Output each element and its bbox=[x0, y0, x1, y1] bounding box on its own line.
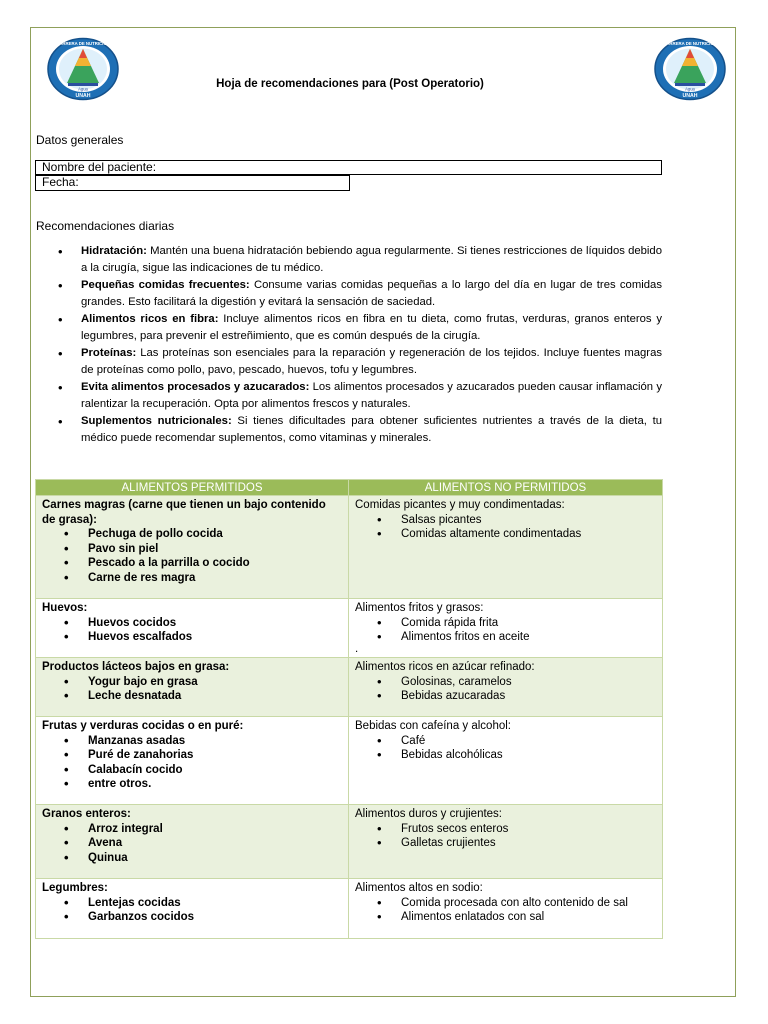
document-title: Hoja de recomendaciones para (Post Operatorio) bbox=[216, 78, 484, 90]
list-item: • Quinua bbox=[42, 851, 342, 866]
food-list bbox=[355, 675, 656, 704]
not-allowed-foods-header: ALIMENTOS NO PERMITIDOS bbox=[349, 480, 663, 496]
list-item: • Leche desnatada bbox=[42, 689, 342, 704]
list-item: • Comida procesada con alto contenido de sal bbox=[355, 896, 656, 911]
allowed-cell bbox=[36, 805, 349, 879]
rec-title: Hidratación: bbox=[81, 245, 147, 257]
svg-text:Agua: Agua bbox=[685, 86, 695, 92]
category-title: Bebidas con cafeína y alcohol: bbox=[355, 720, 511, 732]
table-header-row bbox=[36, 480, 663, 496]
category-title: Alimentos altos en sodio: bbox=[355, 882, 483, 894]
table-row bbox=[36, 717, 663, 805]
food-list bbox=[42, 734, 342, 792]
allowed-foods-header: ALIMENTOS PERMITIDOS bbox=[36, 480, 349, 496]
not-allowed-cell bbox=[349, 658, 663, 717]
list-item: • Manzanas asadas bbox=[42, 734, 342, 749]
stray-period: . bbox=[355, 642, 359, 655]
table-row bbox=[36, 599, 663, 658]
not-allowed-cell bbox=[349, 879, 663, 939]
list-item: • Café bbox=[355, 734, 656, 749]
list-item: • Garbanzos cocidos bbox=[42, 910, 342, 925]
date-label: Fecha: bbox=[42, 175, 79, 189]
rec-text: Incluye alimentos ricos en fibra en tu dieta, como frutas, verduras, granos enteros y legumbres, para prevenir el estreñimiento, que es común después de la cirugía. bbox=[81, 313, 663, 342]
list-item: • Frutos secos enteros bbox=[355, 822, 656, 837]
rec-text: Los alimentos procesados y azucarados pueden causar inflamación y ralentizar la recuperación. Opta por alimentos frescos y naturales. bbox=[81, 381, 662, 410]
list-item bbox=[36, 311, 662, 345]
rec-text: Consume varias comidas pequeñas a lo largo del día en lugar de tres comidas grandes. Esto facilitará la digestión y evitará la sensación de saciedad. bbox=[81, 279, 662, 308]
food-list bbox=[42, 527, 342, 585]
food-list bbox=[355, 513, 656, 542]
allowed-cell bbox=[36, 879, 349, 939]
food-list bbox=[42, 822, 342, 866]
list-item: • Bebidas alcohólicas bbox=[355, 748, 656, 763]
food-list bbox=[355, 896, 656, 925]
list-item: • Calabacín cocido bbox=[42, 763, 342, 778]
list-item: • Arroz integral bbox=[42, 822, 342, 837]
list-item: • Carne de res magra bbox=[42, 571, 342, 586]
nutrition-seal-icon bbox=[46, 37, 120, 101]
svg-text:UNAH: UNAH bbox=[682, 93, 698, 99]
food-list bbox=[355, 734, 656, 763]
svg-text:CARRERA DE NUTRICIÓN: CARRERA DE NUTRICIÓN bbox=[663, 41, 717, 46]
category-title: Alimentos ricos en azúcar refinado: bbox=[355, 661, 535, 673]
svg-text:Agua: Agua bbox=[78, 86, 88, 92]
rec-title: Suplementos nutricionales: bbox=[81, 415, 232, 427]
list-item: • Alimentos fritos en aceite bbox=[355, 630, 656, 645]
not-allowed-cell bbox=[349, 717, 663, 805]
rec-title: Alimentos ricos en fibra: bbox=[81, 313, 219, 325]
rec-title: Evita alimentos procesados y azucarados: bbox=[81, 381, 310, 393]
list-item: • Comidas altamente condimentadas bbox=[355, 527, 656, 542]
rec-title: Proteínas: bbox=[81, 347, 137, 359]
list-item: • Alimentos enlatados con sal bbox=[355, 910, 656, 925]
general-data-label: Datos generales bbox=[36, 133, 124, 147]
rec-text: Mantén una buena hidratación bebiendo agua regularmente. Si tienes restricciones de líquidos debido a la cirugía, sigue las indicaciones de tu médico. bbox=[81, 245, 662, 274]
foods-table bbox=[35, 479, 663, 939]
list-item: • Galletas crujientes bbox=[355, 836, 656, 851]
list-item: • Huevos cocidos bbox=[42, 616, 342, 631]
allowed-cell bbox=[36, 496, 349, 599]
daily-recommendations-list bbox=[36, 243, 662, 447]
list-item bbox=[36, 345, 662, 379]
not-allowed-cell bbox=[349, 496, 663, 599]
list-item bbox=[36, 277, 662, 311]
list-item: • Pescado a la parrilla o cocido bbox=[42, 556, 342, 571]
nutrition-logo-left bbox=[46, 37, 120, 101]
list-item: • Avena bbox=[42, 836, 342, 851]
daily-recommendations-label: Recomendaciones diarias bbox=[36, 219, 175, 233]
food-list bbox=[42, 616, 342, 645]
nutrition-seal-icon bbox=[653, 37, 727, 101]
patient-name-label: Nombre del paciente: bbox=[42, 160, 157, 174]
list-item: • Pechuga de pollo cocida bbox=[42, 527, 342, 542]
list-item: • Lentejas cocidas bbox=[42, 896, 342, 911]
list-item: • Comida rápida frita bbox=[355, 616, 656, 631]
list-item: • Bebidas azucaradas bbox=[355, 689, 656, 704]
svg-text:UNAH: UNAH bbox=[75, 93, 91, 99]
category-title: Huevos: bbox=[42, 602, 88, 614]
table-row bbox=[36, 496, 663, 599]
list-item: • Yogur bajo en grasa bbox=[42, 675, 342, 690]
category-title: Productos lácteos bajos en grasa: bbox=[42, 661, 230, 673]
list-item bbox=[36, 413, 662, 447]
category-title: Granos enteros: bbox=[42, 808, 131, 820]
category-title: Comidas picantes y muy condimentadas: bbox=[355, 499, 565, 511]
list-item: • Pavo sin piel bbox=[42, 542, 342, 557]
patient-name-field[interactable] bbox=[35, 160, 662, 175]
food-list bbox=[355, 822, 656, 851]
category-title: Alimentos fritos y grasos: bbox=[355, 602, 484, 614]
food-list bbox=[42, 896, 342, 925]
rec-title: Pequeñas comidas frecuentes: bbox=[81, 279, 250, 291]
svg-text:CARRERA DE NUTRICIÓN: CARRERA DE NUTRICIÓN bbox=[56, 41, 110, 46]
category-title: Carnes magras (carne que tienen un bajo contenido de grasa): bbox=[42, 499, 326, 526]
food-list bbox=[355, 616, 656, 645]
rec-text: Si tienes dificultades para obtener suficientes nutrientes a través de la dieta, tu médico puede recomendar suplementos, como vitaminas y minerales. bbox=[81, 415, 662, 444]
allowed-cell bbox=[36, 599, 349, 658]
table-row bbox=[36, 805, 663, 879]
list-item: • Puré de zanahorias bbox=[42, 748, 342, 763]
category-title: Legumbres: bbox=[42, 882, 108, 894]
allowed-cell bbox=[36, 658, 349, 717]
list-item bbox=[36, 379, 662, 413]
category-title: Frutas y verduras cocidas o en puré: bbox=[42, 720, 244, 732]
date-field[interactable] bbox=[35, 175, 350, 191]
table-row bbox=[36, 879, 663, 939]
not-allowed-cell bbox=[349, 805, 663, 879]
list-item: • Golosinas, caramelos bbox=[355, 675, 656, 690]
allowed-cell bbox=[36, 717, 349, 805]
nutrition-logo-right bbox=[653, 37, 727, 101]
list-item bbox=[36, 243, 662, 277]
rec-text: Las proteínas son esenciales para la reparación y regeneración de los tejidos. Incluye fuentes magras de proteínas como pollo, pavo, pescado, huevos, tofu y legumbres. bbox=[81, 347, 662, 376]
category-title: Alimentos duros y crujientes: bbox=[355, 808, 503, 820]
food-list bbox=[42, 675, 342, 704]
list-item: • Huevos escalfados bbox=[42, 630, 342, 645]
list-item: • entre otros. bbox=[42, 777, 342, 792]
not-allowed-cell bbox=[349, 599, 663, 658]
table-row bbox=[36, 658, 663, 717]
list-item: • Salsas picantes bbox=[355, 513, 656, 528]
